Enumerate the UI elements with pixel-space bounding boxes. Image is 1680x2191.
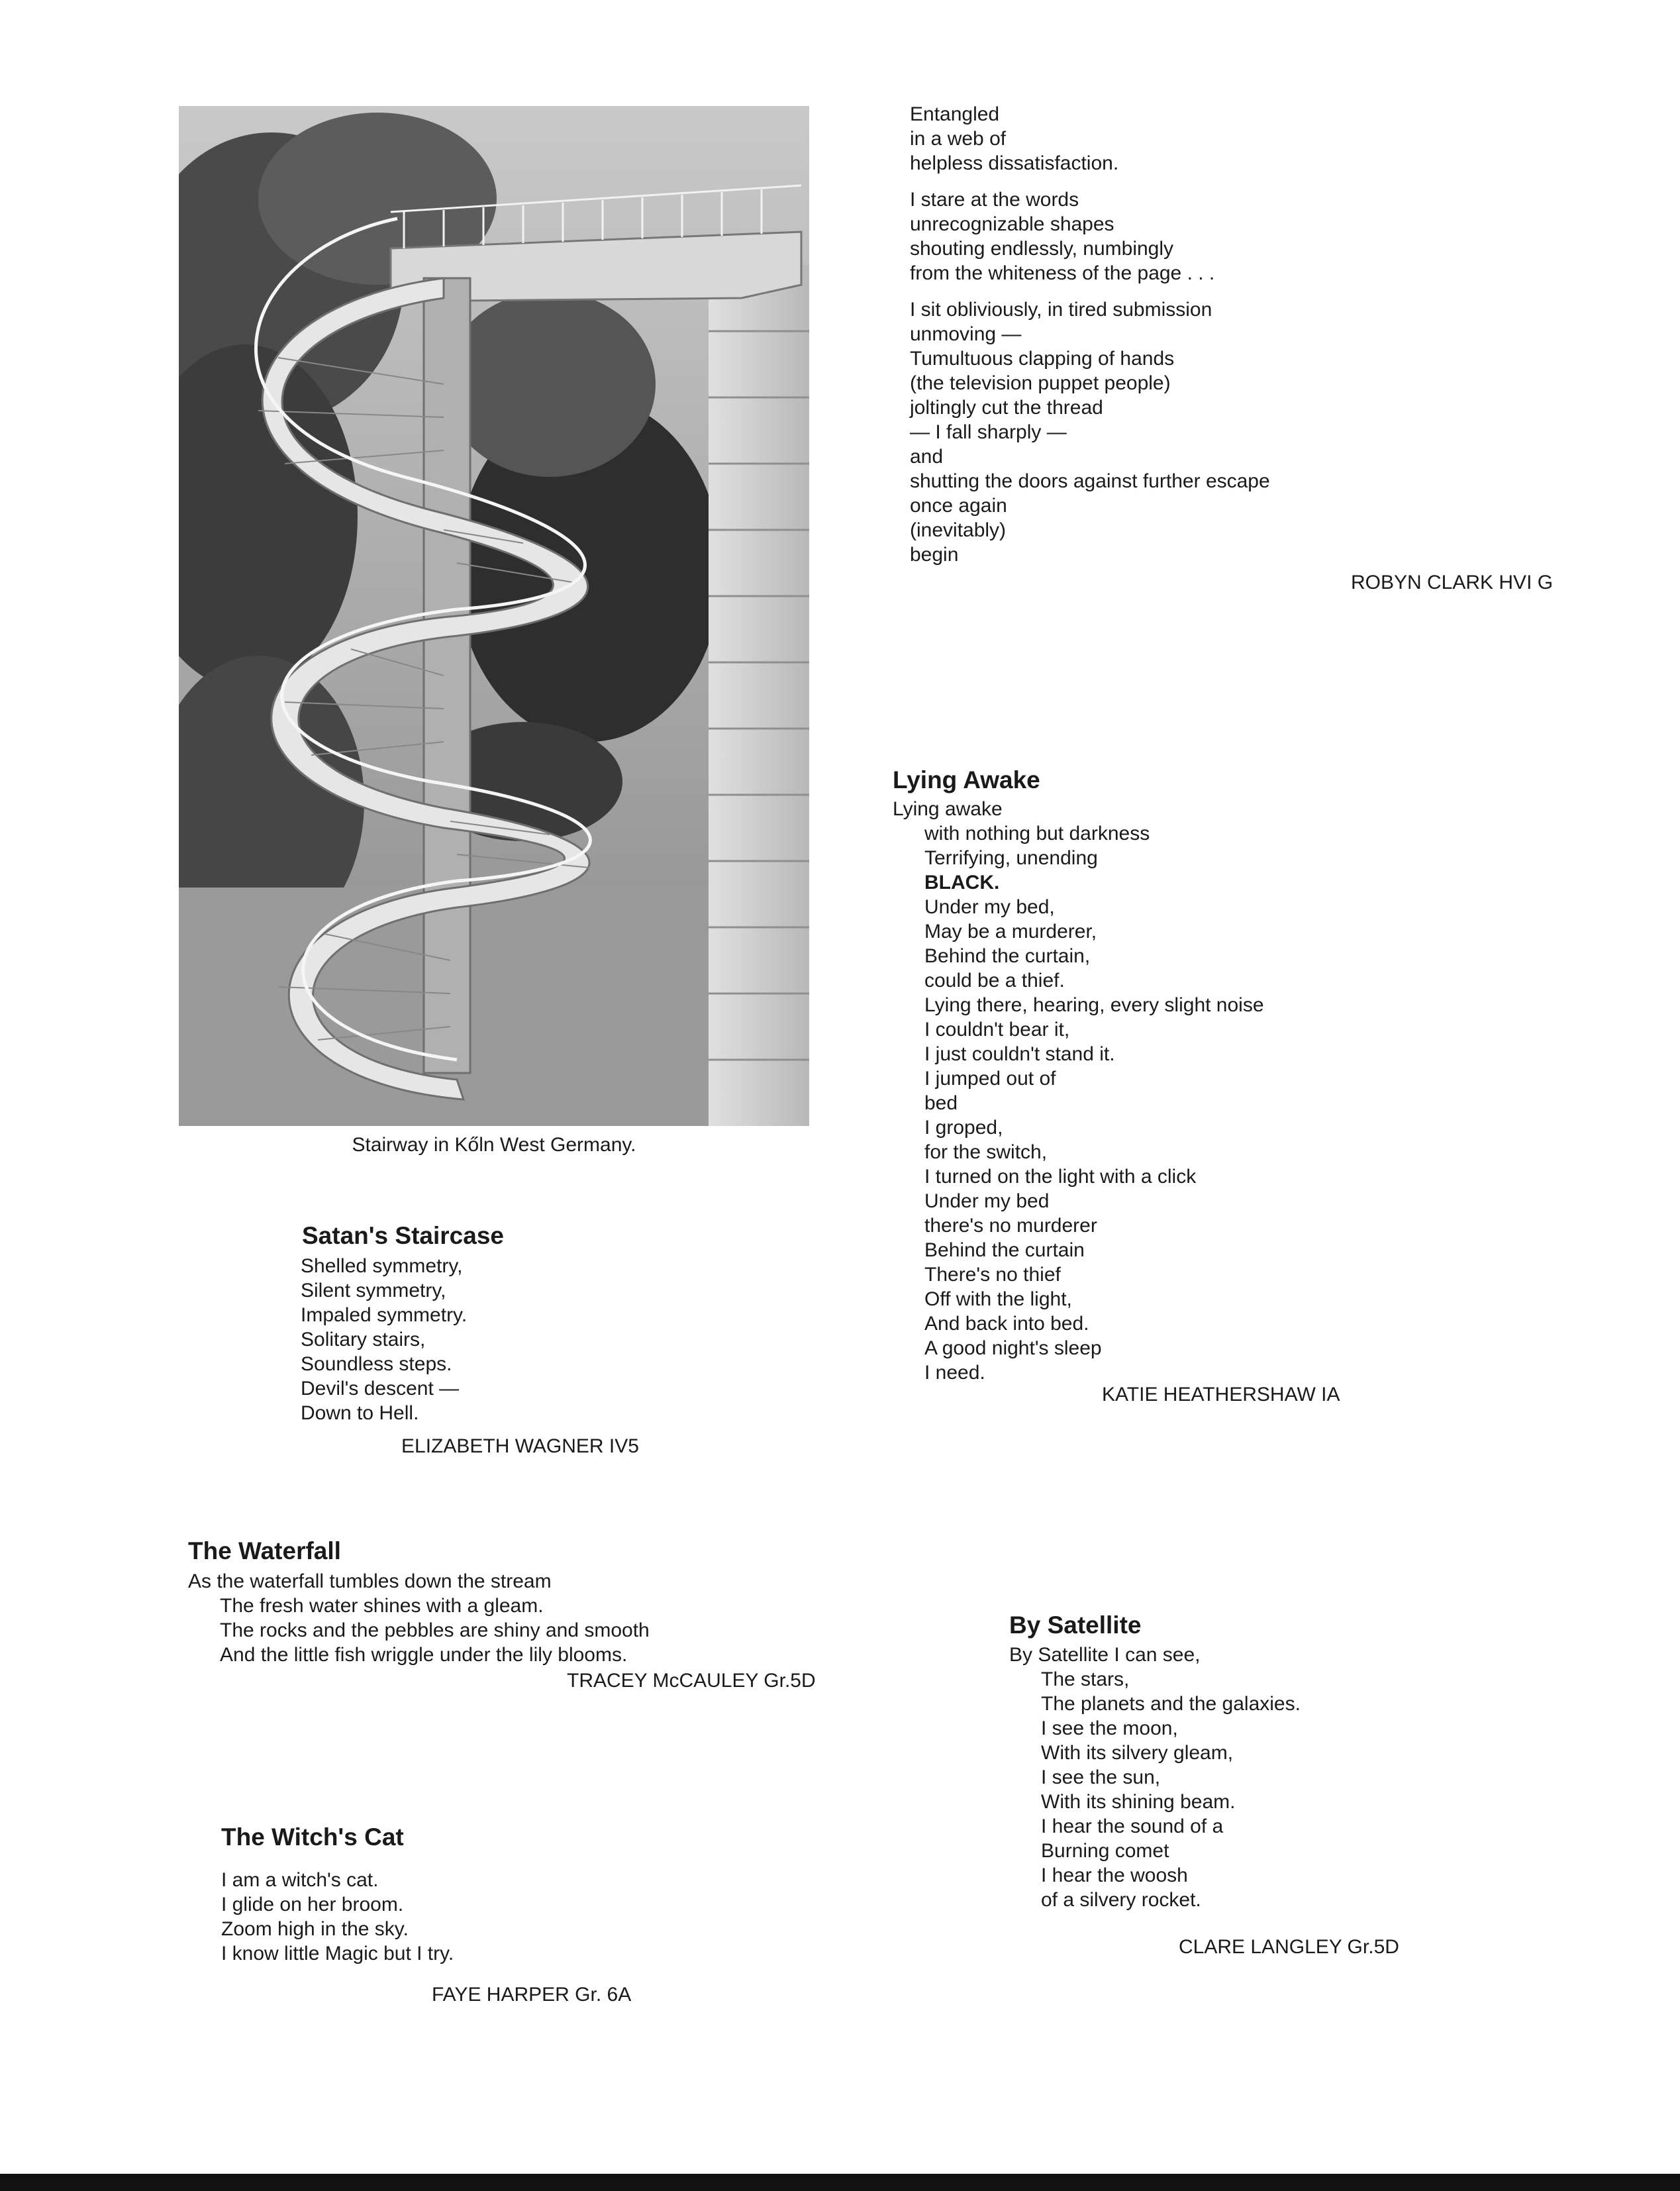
poem-line: helpless dissatisfaction. [910, 152, 1119, 174]
poem-line: Off with the light, [924, 1288, 1072, 1310]
staircase-photo [179, 106, 809, 1126]
poem-line: By Satellite I can see, [1009, 1644, 1201, 1666]
poem-line: The stars, [1041, 1668, 1130, 1690]
poem-line: Solitary stairs, [301, 1329, 426, 1350]
poem-line: I jumped out of [924, 1068, 1056, 1090]
poem-line: shouting endlessly, numbingly [910, 238, 1174, 260]
photo-caption: Stairway in Kőln West Germany. [352, 1134, 636, 1156]
poem-line: unrecognizable shapes [910, 213, 1114, 235]
poem-line: And the little fish wriggle under the lily blooms. [220, 1644, 628, 1666]
poem-line: Silent symmetry, [301, 1280, 446, 1301]
poem-line: Under my bed [924, 1190, 1050, 1212]
poem-line: I groped, [924, 1117, 1003, 1139]
poem-line: Down to Hell. [301, 1402, 419, 1424]
poem-line: I turned on the light with a click [924, 1166, 1197, 1188]
poem-line: begin [910, 544, 959, 566]
poem-line: I need. [924, 1362, 985, 1384]
poem-line: with nothing but darkness [924, 823, 1150, 844]
poem-line: I see the sun, [1041, 1766, 1161, 1788]
poem-line: I see the moon, [1041, 1717, 1178, 1739]
poem-line: Zoom high in the sky. [221, 1918, 409, 1940]
poem-author: ELIZABETH WAGNER IV5 [401, 1435, 639, 1457]
poem-line: I hear the sound of a [1041, 1815, 1224, 1837]
poem-line: Burning comet [1041, 1840, 1169, 1862]
page-bottom-edge [0, 2174, 1680, 2191]
poem-line: (the television puppet people) [910, 372, 1171, 394]
poem-line: The planets and the galaxies. [1041, 1693, 1301, 1715]
poem-line: once again [910, 495, 1007, 517]
poem-line: I just couldn't stand it. [924, 1043, 1115, 1065]
poem-line: I stare at the words [910, 189, 1079, 211]
poem-title: Satan's Staircase [302, 1222, 504, 1249]
poem-line: The rocks and the pebbles are shiny and smooth [220, 1619, 650, 1641]
poem-line: I know little Magic but I try. [221, 1943, 454, 1964]
poem-author: FAYE HARPER Gr. 6A [432, 1984, 632, 2006]
poem-title: The Waterfall [188, 1537, 341, 1564]
poem-line: Terrifying, unending [924, 847, 1098, 869]
poem-line: from the whiteness of the page . . . [910, 262, 1215, 284]
staircase-illustration [179, 106, 809, 1126]
poem-line: there's no murderer [924, 1215, 1097, 1237]
poem-line: in a web of [910, 128, 1007, 150]
poem-line: The fresh water shines with a gleam. [220, 1595, 544, 1617]
poem-line: I couldn't bear it, [924, 1019, 1070, 1041]
poem-line: for the switch, [924, 1141, 1048, 1163]
poem-line: And back into bed. [924, 1313, 1089, 1335]
poem-line: — I fall sharply — [910, 421, 1067, 443]
poem-line: Soundless steps. [301, 1353, 452, 1375]
poem-line: I am a witch's cat. [221, 1869, 379, 1891]
poem-author: TRACEY McCAULEY Gr.5D [567, 1670, 816, 1692]
satans-staircase-body [301, 1254, 467, 1425]
poem-line: Entangled [910, 103, 1000, 125]
robyn-poem [910, 102, 1270, 579]
poem-line: I hear the woosh [1041, 1864, 1188, 1886]
poem-line: A good night's sleep [924, 1337, 1102, 1359]
poem-line: I glide on her broom. [221, 1894, 404, 1915]
poem-title: By Satellite [1009, 1611, 1142, 1639]
waterfall-body [188, 1569, 650, 1667]
poem-line: Lying awake [893, 798, 1003, 820]
poem-line: Behind the curtain [924, 1239, 1085, 1261]
poem-line: could be a thief. [924, 970, 1065, 992]
poem-line: I sit obliviously, in tired submission [910, 299, 1212, 321]
poem-author: ROBYN CLARK HVI G [1351, 572, 1554, 593]
poem-line: As the waterfall tumbles down the stream [188, 1570, 552, 1592]
poem-line: (inevitably) [910, 519, 1007, 541]
poem-author: CLARE LANGLEY Gr.5D [1179, 1936, 1399, 1958]
poem-line: BLACK. [924, 872, 1000, 893]
poem-author: KATIE HEATHERSHAW IA [1102, 1384, 1340, 1405]
poem-line: Under my bed, [924, 896, 1055, 918]
poem-line: Behind the curtain, [924, 945, 1091, 967]
poem-line: Lying there, hearing, every slight noise [924, 994, 1264, 1016]
poem-line: With its shining beam. [1041, 1791, 1236, 1813]
poem-line: unmoving — [910, 323, 1022, 345]
poem-line: and [910, 446, 944, 468]
poem-line: May be a murderer, [924, 921, 1097, 943]
witchs-cat-body [221, 1868, 454, 1966]
poem-line: joltingly cut the thread [910, 397, 1103, 419]
poem-line: of a silvery rocket. [1041, 1889, 1201, 1911]
poem-line: Impaled symmetry. [301, 1304, 468, 1326]
poem-line: Shelled symmetry, [301, 1255, 463, 1277]
poem-line: bed [924, 1092, 958, 1114]
poem-line: With its silvery gleam, [1041, 1742, 1234, 1764]
by-satellite-body [1009, 1643, 1301, 1912]
poem-line: shutting the doors against further escape [910, 470, 1270, 492]
poem-line: There's no thief [924, 1264, 1061, 1286]
poem-line: Devil's descent — [301, 1378, 460, 1400]
lying-awake-body [893, 797, 1264, 1385]
poem-title: Lying Awake [893, 766, 1040, 793]
stanza-3 [910, 297, 1270, 567]
stanza-2 [910, 187, 1270, 285]
poem-line: Tumultuous clapping of hands [910, 348, 1175, 370]
poem-title: The Witch's Cat [221, 1823, 404, 1851]
stanza-1 [910, 102, 1270, 176]
